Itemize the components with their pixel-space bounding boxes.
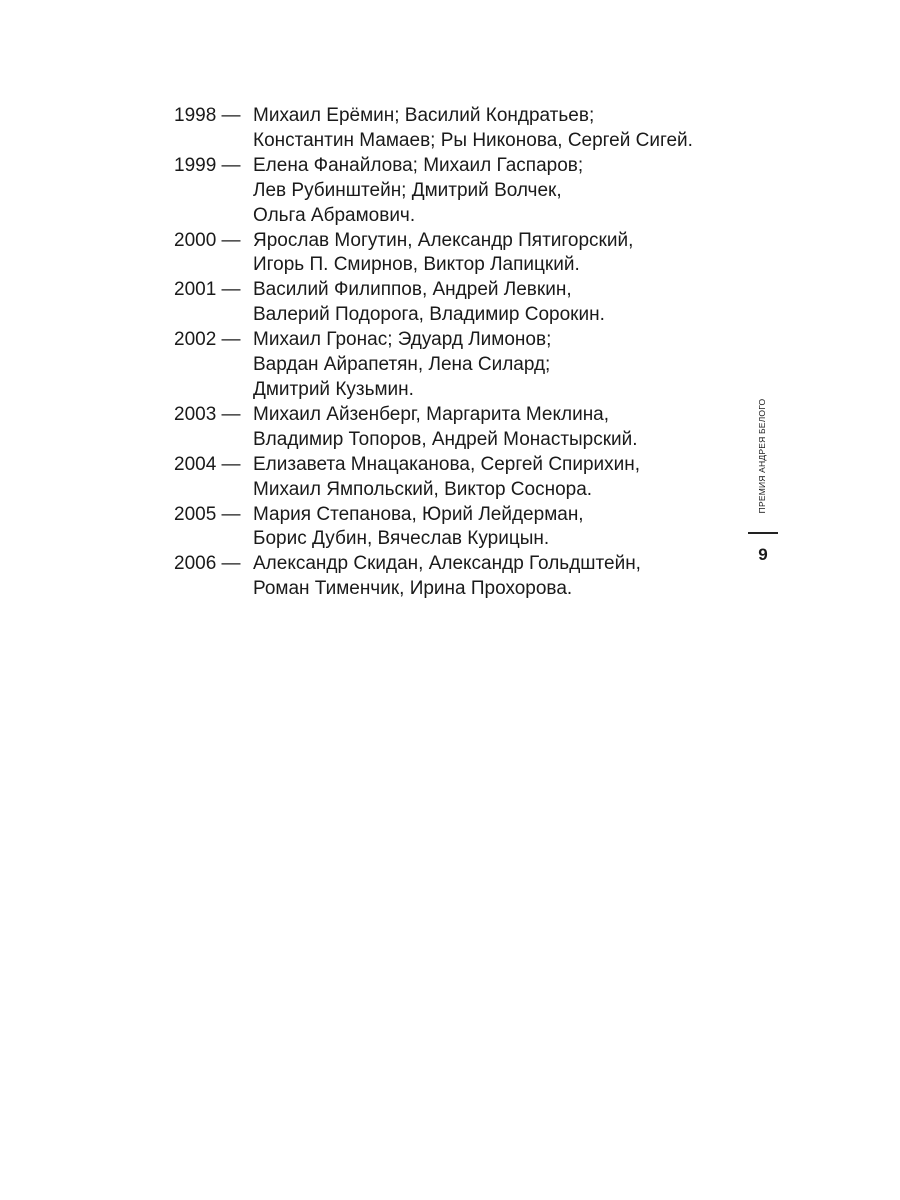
running-head	[752, 395, 772, 517]
running-head-text: ПРЕМИЯ АНДРЕЯ БЕЛОГО	[757, 398, 767, 514]
entry-names	[253, 154, 583, 229]
entry-names	[253, 229, 633, 279]
names-line: Мария Степанова, Юрий Лейдерман,	[253, 503, 584, 525]
entry-names	[253, 104, 693, 154]
list-item	[174, 453, 693, 503]
names-line: Лев Рубинштейн; Дмитрий Волчек,	[253, 179, 562, 201]
names-line: Игорь П. Смирнов, Виктор Лапицкий.	[253, 254, 580, 276]
names-line: Борис Дубин, Вячеслав Курицын.	[253, 528, 550, 550]
list-item	[174, 503, 693, 553]
list-item	[174, 552, 693, 602]
entry-year: 2004 —	[174, 453, 241, 475]
names-line: Елизавета Мнацаканова, Сергей Спирихин,	[253, 453, 641, 475]
names-line: Ольга Абрамович.	[253, 204, 416, 226]
names-line: Елена Фанайлова; Михаил Гаспаров;	[253, 154, 584, 176]
entry-year: 2006 —	[174, 553, 241, 575]
names-line: Константин Мамаев; Ры Никонова, Сергей Сигей.	[253, 129, 693, 151]
names-line: Владимир Топоров, Андрей Монастырский.	[253, 428, 638, 450]
names-line: Роман Тименчик, Ирина Прохорова.	[253, 578, 573, 600]
names-line: Михаил Гронас; Эдуард Лимонов;	[253, 329, 552, 351]
names-line: Михаил Ерёмин; Василий Кондратьев;	[253, 105, 595, 126]
entry-names	[253, 328, 551, 403]
entry-names	[253, 552, 641, 602]
entry-year: 1999 —	[174, 154, 241, 176]
names-line: Вардан Айрапетян, Лена Силард;	[253, 354, 551, 376]
entry-year: 2002 —	[174, 329, 241, 351]
list-item	[174, 104, 693, 154]
laureates-list	[174, 104, 693, 602]
names-line: Валерий Подорога, Владимир Сорокин.	[253, 304, 605, 326]
list-item	[174, 154, 693, 229]
entry-year: 2000 —	[174, 229, 241, 251]
entry-names	[253, 453, 640, 503]
entry-year: 2005 —	[174, 503, 241, 525]
divider-rule	[748, 532, 778, 534]
entry-year: 1998 —	[174, 105, 241, 126]
names-line: Василий Филиппов, Андрей Левкин,	[253, 279, 572, 301]
names-line: Дмитрий Кузьмин.	[253, 378, 414, 400]
list-item	[174, 403, 693, 453]
entry-names	[253, 278, 605, 328]
list-item	[174, 229, 693, 279]
entry-names	[253, 403, 638, 453]
entry-year: 2003 —	[174, 403, 241, 425]
list-item	[174, 278, 693, 328]
entry-names	[253, 503, 584, 553]
names-line: Михаил Айзенберг, Маргарита Меклина,	[253, 403, 610, 425]
names-line: Александр Скидан, Александр Гольдштейн,	[253, 553, 641, 575]
names-line: Михаил Ямпольский, Виктор Соснора.	[253, 478, 593, 500]
list-item	[174, 328, 693, 403]
entry-year: 2001 —	[174, 279, 241, 301]
page-number: 9	[758, 545, 768, 564]
names-line: Ярослав Могутин, Александр Пятигорский,	[253, 229, 634, 251]
